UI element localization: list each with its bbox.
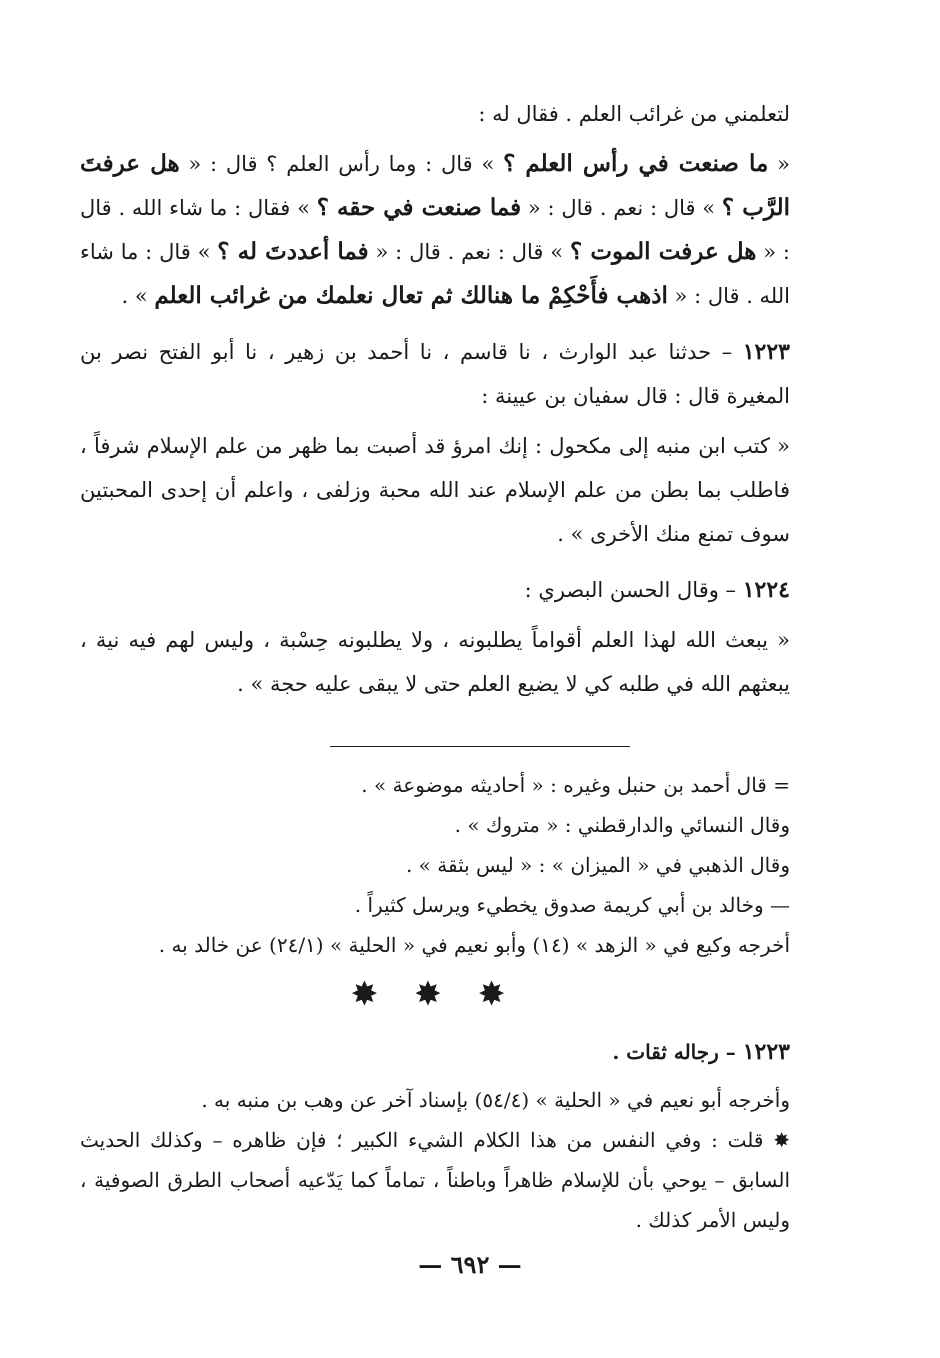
section-separator-stars: ✸ ✸ ✸ xyxy=(351,977,519,1012)
page-number: — ٦٩٢ — xyxy=(418,1250,522,1279)
text-run: » قال : ما شاء الله . قال : « xyxy=(80,240,790,308)
hadith-number: ١٢٢٣ xyxy=(742,339,790,365)
commentary-heading xyxy=(80,1032,790,1072)
chain-text: – وقال الحسن البصري : xyxy=(524,578,743,602)
footnote-line: — وخالد بن أبي كريمة صدوق يخطيء ويرسل كثيراً . xyxy=(354,893,790,917)
footnote-line: وقال النسائي والدارقطني : « متروك » . xyxy=(454,813,790,837)
commentary-line: وأخرجه أبو نعيم في « الحلية » (٥٤/٤) بإسناد آخر عن وهب بن منبه به . xyxy=(201,1088,790,1112)
bold-phrase: فما صنعت في حقه ؟ xyxy=(316,194,522,221)
commentary xyxy=(80,1032,790,1240)
paragraph-continuation: لتعلمني من غرائب العلم . فقال له : xyxy=(478,102,790,126)
text-run: » قال : نعم . قال : « xyxy=(521,196,722,220)
hadith-number: ١٢٢٤ xyxy=(742,577,790,603)
text-run: « xyxy=(768,152,790,176)
commentary-number: ١٢٢٣ xyxy=(742,1039,790,1065)
footnote-line: = قال أحمد بن حنبل وغيره : « أحاديثه موضوعة » . xyxy=(361,773,790,797)
bold-phrase: هل عرفتَ الرَّب ؟ xyxy=(80,150,790,221)
remark-text: قلت : وفي النفس من هذا الكلام الشيء الكبير ؛ فإن ظاهره – وكذلك الحديث السابق – يوحي بأن للإسلام ظاهراً وباطناً ، تماماً كما يَدّعيه أصحاب الطرق الصوفية ، وليس الأمر كذلك . xyxy=(80,1128,790,1232)
star-icon: ✸ xyxy=(773,1128,790,1152)
commentary-remark xyxy=(80,1120,790,1240)
footnote-line: وقال الذهبي في « الميزان » : « ليس بثقة » . xyxy=(405,853,790,877)
commentary-title: – رجاله ثقات . xyxy=(612,1040,743,1064)
hadith-1223-chain xyxy=(80,330,790,418)
footnotes xyxy=(80,765,790,965)
bold-phrase: فما أعددتَ له ؟ xyxy=(217,238,369,265)
hadith-1223-text: « كتب ابن منبه إلى مكحول : إنك امرؤ قد أصبت بما ظهر من علم الإسلام شرفاً ، فاطلب بما بطن من علم الإسلام عند الله محبة وزلفى ، واعلم أن إحدى المحبتين سوف تمنع منك الأخرى » . xyxy=(80,434,790,546)
hadith-1224-chain xyxy=(80,568,790,612)
bold-phrase: ما صنعت في رأس العلم ؟ xyxy=(503,150,769,177)
text-run: » . xyxy=(121,284,155,308)
bold-phrase: اذهب فأَحْكِمْ ما هنالك ثم تعال نعلمك من غرائب العلم xyxy=(154,282,668,309)
text-run: » قال : نعم . قال : « xyxy=(368,240,570,264)
footnote-line: أخرجه وكيع في « الزهد » (١٤) وأبو نعيم في « الحلية » (٢٤/١) عن خالد به . xyxy=(158,933,790,957)
paragraph-dialogue xyxy=(80,142,790,318)
chain-text: – حدثنا عبد الوارث ، نا قاسم ، نا أحمد بن زهير ، نا أبو الفتح نصر بن المغيرة قال : قال سفيان بن عيينة : xyxy=(80,340,790,408)
footnote-divider xyxy=(330,746,630,747)
hadith-1224-text: « يبعث الله لهذا العلم أقواماً يطلبونه ، ولا يطلبونه حِسْبة ، وليس لهم فيه نية ، يبعثهم الله في طلبه كي لا يضيع العلم حتى لا يبقى عليه حجة » . xyxy=(80,628,790,696)
bold-phrase: هل عرفت الموت ؟ xyxy=(569,238,757,265)
text-run: » فقال : ما شاء الله . قال : « xyxy=(80,196,790,264)
text-run: » قال : وما رأس العلم ؟ قال : « xyxy=(179,152,504,176)
